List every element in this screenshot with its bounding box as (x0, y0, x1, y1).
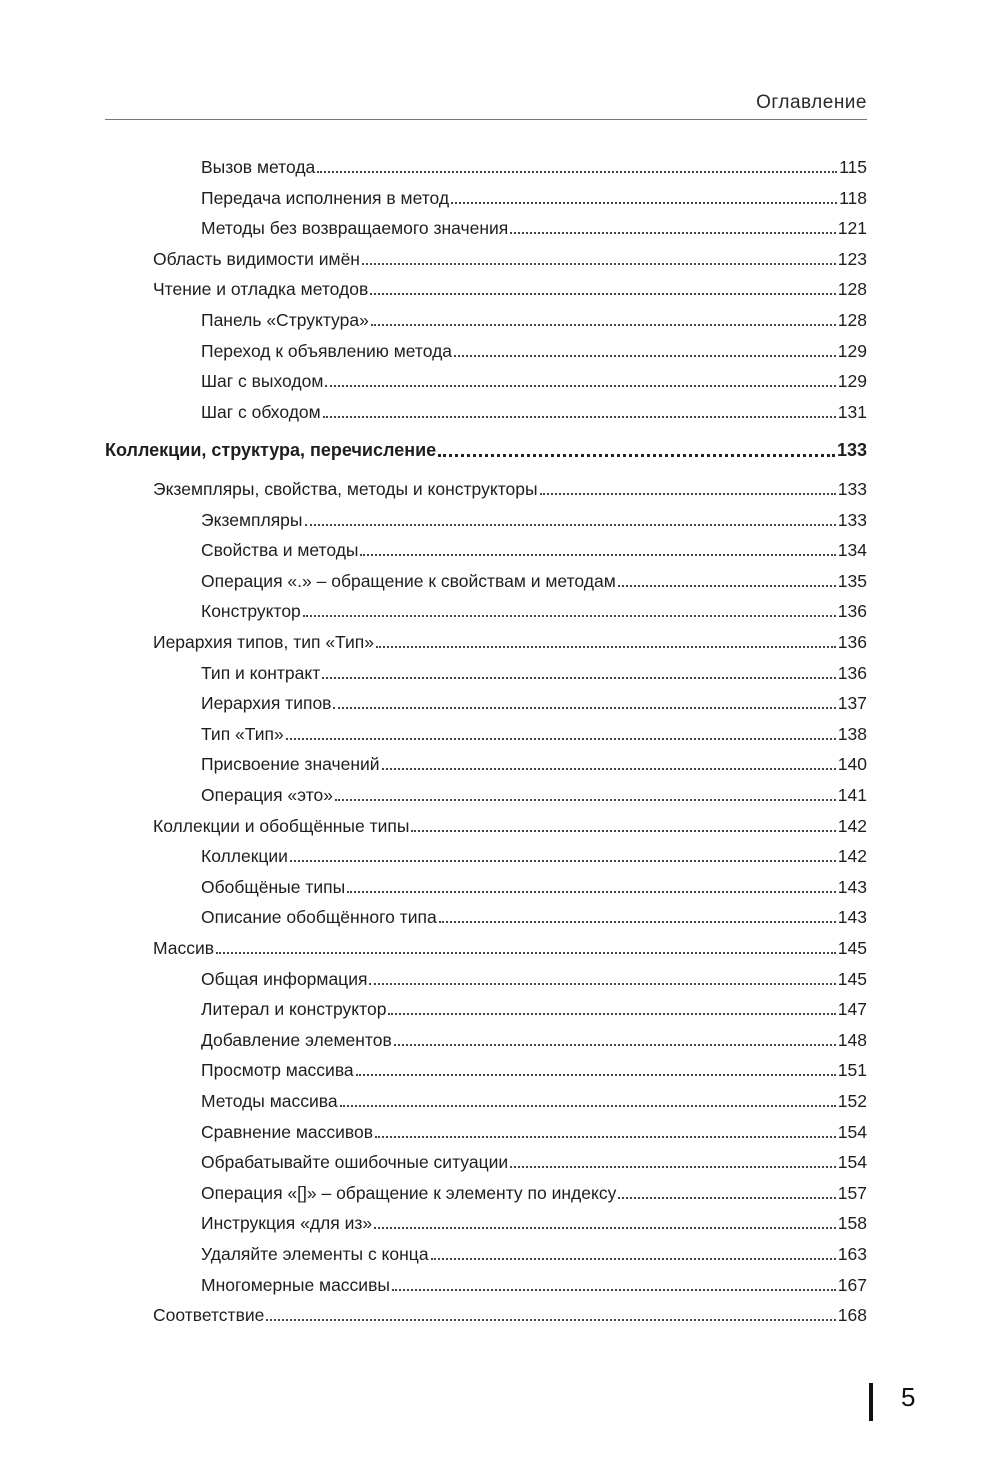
toc-leader-dots (362, 262, 836, 265)
toc-entry-page: 152 (837, 1091, 867, 1111)
toc-entry (201, 1027, 867, 1053)
toc-leader-dots (451, 201, 837, 204)
toc-entry-page: 138 (837, 723, 867, 744)
toc-entry-page: 154 (837, 1152, 867, 1173)
toc-entry (153, 629, 867, 655)
footer-bar (869, 1383, 873, 1421)
toc-entry-title: Обрабатывайте ошибочные ситуации (201, 1152, 509, 1173)
toc-entry-page: 118 (839, 187, 867, 208)
toc-entry (201, 996, 867, 1022)
toc-leader-dots (290, 859, 836, 862)
toc-leader-dots (392, 1288, 836, 1291)
toc-entry-title: Переход к объявлению метода (201, 340, 453, 361)
toc-entry (201, 843, 867, 869)
toc-entry-title: Конструктор (201, 601, 301, 622)
toc-leader-dots (431, 1257, 836, 1260)
toc-entry-page: 134 (837, 540, 867, 561)
toc-leader-dots (382, 767, 836, 770)
toc-entry-page: 141 (837, 785, 867, 805)
toc-entry (201, 598, 867, 624)
toc-entry-page: 136 (837, 632, 867, 652)
toc-entry-title: Сравнение массивов (201, 1121, 374, 1142)
toc-entry-title: Передача исполнения в метод (201, 187, 450, 208)
toc-entry-title: Панель «Структура» (201, 310, 369, 330)
page-number: 5 (901, 1382, 916, 1412)
toc-entry-title: Экземпляры (201, 509, 303, 530)
toc-entry-page: 157 (837, 1182, 867, 1203)
toc-entry-page: 136 (837, 662, 867, 683)
toc-entry (105, 437, 867, 463)
toc-entry-page: 123 (837, 248, 867, 269)
toc-leader-dots (388, 1012, 835, 1015)
toc-entry-page: 136 (837, 601, 867, 622)
toc-leader-dots (333, 706, 835, 709)
toc-entry-page: 142 (837, 846, 867, 867)
toc-entry-title: Операция «[]» – обращение к элементу по индексу (201, 1182, 617, 1203)
toc-entry (201, 399, 867, 425)
toc-entry (201, 568, 867, 594)
toc-leader-dots (323, 415, 836, 418)
toc-leader-dots (347, 890, 836, 893)
toc-entry-page: 147 (837, 999, 867, 1020)
toc-entry-title: Просмотр массива (201, 1060, 354, 1081)
toc-entry (153, 276, 867, 302)
toc-entry (201, 1149, 867, 1175)
toc-entry-title: Коллекции (201, 846, 288, 867)
toc-entry-page: 158 (837, 1213, 867, 1234)
toc-entry-title: Литерал и конструктор (201, 999, 387, 1020)
toc-leader-dots (369, 982, 835, 985)
toc-entry (153, 246, 867, 272)
toc-entry (201, 966, 867, 992)
toc-entry-title: Тип «Тип» (201, 723, 284, 744)
toc-leader-dots (618, 1196, 835, 1199)
toc-entry-page: 140 (837, 754, 867, 775)
toc-entry-title: Общая информация (201, 968, 368, 989)
toc-entry-page: 128 (837, 279, 867, 300)
toc-leader-dots (510, 231, 836, 234)
toc-entry-title: Коллекции, структура, перечисление (105, 440, 437, 461)
header-rule (105, 119, 867, 120)
toc-entry-page: 151 (837, 1060, 867, 1081)
toc-entry (201, 368, 867, 394)
page-header-title: Оглавление (756, 92, 867, 113)
toc-entry (201, 307, 867, 333)
toc-entry (201, 507, 867, 533)
toc-entry-title: Методы массива (201, 1091, 338, 1111)
toc-leader-dots (375, 1135, 836, 1138)
toc-entry-page: 131 (837, 401, 867, 422)
toc-entry-page: 154 (837, 1121, 867, 1142)
toc-entry-page: 129 (837, 340, 867, 361)
toc-entry (201, 185, 867, 211)
toc-entry-title: Присвоение значений (201, 754, 380, 775)
toc-entry (201, 1088, 867, 1114)
toc-leader-dots (371, 323, 836, 326)
toc-entry (201, 1057, 867, 1083)
toc-leader-dots (438, 453, 835, 457)
toc-entry (201, 537, 867, 563)
toc-entry-page: 128 (837, 310, 867, 330)
toc-entry-title: Операция «это» (201, 785, 333, 805)
toc-entry-page: 135 (837, 570, 867, 591)
toc-entry-title: Вызов метода (201, 157, 316, 177)
toc-leader-dots (325, 384, 835, 387)
toc-entry-page: 142 (837, 815, 867, 836)
toc-leader-dots (335, 798, 836, 801)
toc-entry-title: Экземпляры, свойства, методы и конструкторы (153, 479, 538, 499)
toc-leader-dots (376, 645, 836, 648)
toc-entry (201, 215, 867, 241)
toc-entry (201, 660, 867, 686)
toc-leader-dots (394, 1043, 836, 1046)
toc-entry-title: Удаляйте элементы с конца (201, 1244, 429, 1264)
toc-leader-dots (454, 354, 836, 357)
toc-entry-title: Тип и контракт (201, 662, 321, 683)
toc-entry (201, 1241, 867, 1267)
toc-leader-dots (370, 292, 836, 295)
toc-entry (201, 1272, 867, 1298)
toc-entry-title: Инструкция «для из» (201, 1213, 373, 1234)
toc-entry-title: Многомерные массивы (201, 1274, 390, 1295)
toc-entry-title: Иерархия типов (201, 693, 332, 714)
toc-entry-page: 133 (836, 440, 867, 461)
toc-leader-dots (266, 1318, 835, 1321)
toc-entry-page: 145 (837, 938, 867, 958)
toc-entry-title: Область видимости имён (153, 248, 360, 269)
toc-entry-title: Операция «.» – обращение к свойствам и методам (201, 570, 616, 591)
toc-entry-title: Соответствие (153, 1305, 265, 1326)
toc-entry (201, 751, 867, 777)
toc-entry-page: 143 (837, 907, 867, 928)
toc-entry-title: Описание обобщённого типа (201, 907, 437, 928)
toc-entry-page: 148 (837, 1029, 867, 1050)
toc-leader-dots (303, 614, 836, 617)
toc-entry-page: 143 (837, 876, 867, 897)
toc-entry-title: Добавление элементов (201, 1029, 392, 1050)
toc-entry-title: Методы без возвращаемого значения (201, 218, 509, 239)
toc-entry (153, 935, 867, 961)
toc-leader-dots (510, 1165, 836, 1168)
toc-entry-title: Шаг с выходом (201, 371, 324, 392)
toc-entry-title: Коллекции и обобщённые типы (153, 815, 410, 836)
toc-leader-dots (374, 1226, 836, 1229)
toc-entry-page: 129 (837, 371, 867, 392)
toc-entry-title: Иерархия типов, тип «Тип» (153, 632, 374, 652)
toc-entry-title: Обобщёные типы (201, 876, 346, 897)
toc-entry (153, 1302, 867, 1328)
toc-entry (201, 690, 867, 716)
toc-entry-page: 133 (837, 509, 867, 530)
toc-entry (153, 476, 867, 502)
toc-entry (201, 904, 867, 930)
toc-leader-dots (305, 523, 836, 526)
toc-entry (153, 813, 867, 839)
toc-leader-dots (317, 170, 837, 173)
toc-entry (201, 1180, 867, 1206)
toc-leader-dots (618, 584, 836, 587)
toc-entry (201, 338, 867, 364)
toc-entry-page: 168 (837, 1305, 867, 1326)
toc-entry (201, 782, 867, 808)
toc-leader-dots (216, 951, 836, 954)
toc-entry-title: Чтение и отладка методов (153, 279, 369, 300)
toc-leader-dots (411, 829, 835, 832)
toc-leader-dots (439, 920, 836, 923)
toc-entry (201, 721, 867, 747)
toc-entry (201, 1119, 867, 1145)
toc-leader-dots (322, 676, 836, 679)
toc-leader-dots (340, 1104, 836, 1107)
toc-leader-dots (540, 492, 836, 495)
toc-entry-title: Свойства и методы (201, 540, 359, 561)
toc-entry (201, 154, 867, 180)
toc-entry-page: 133 (837, 479, 867, 499)
toc-entry-page: 115 (839, 157, 867, 177)
toc-leader-dots (360, 553, 835, 556)
toc-entry-page: 145 (837, 968, 867, 989)
toc-entry-page: 121 (837, 218, 867, 239)
toc-entry-page: 167 (837, 1274, 867, 1295)
toc-leader-dots (356, 1073, 836, 1076)
toc-entry-page: 137 (837, 693, 867, 714)
toc-entry-title: Массив (153, 938, 215, 958)
toc-entry-title: Шаг с обходом (201, 401, 321, 422)
toc-leader-dots (286, 737, 836, 740)
toc-entry-page: 163 (837, 1244, 867, 1264)
toc-entry (201, 874, 867, 900)
toc-entry (201, 1210, 867, 1236)
